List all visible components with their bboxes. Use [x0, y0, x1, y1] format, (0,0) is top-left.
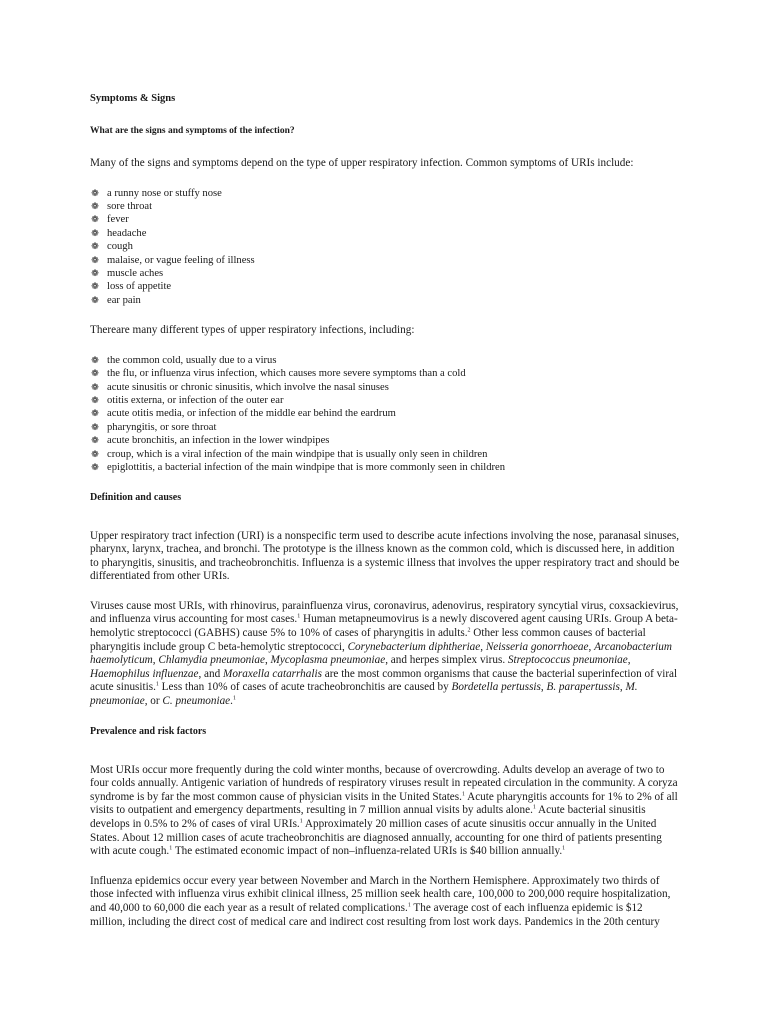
question-heading: What are the signs and symptoms of the infection? — [90, 126, 295, 136]
symptoms-intro: Many of the signs and symptoms depend on the type of upper respiratory infection. Common symptoms of URIs include: — [90, 157, 634, 169]
infection-type-item-text: otitis externa, or infection of the outer ear — [107, 395, 284, 407]
flower-bullet-icon: ❁ — [91, 462, 99, 473]
symptom-item — [90, 267, 680, 280]
flower-bullet-icon: ❁ — [91, 281, 99, 292]
flower-bullet-icon: ❁ — [91, 294, 99, 305]
symptom-item — [90, 200, 680, 213]
infection-type-item — [90, 407, 680, 420]
symptom-item — [90, 294, 680, 307]
infection-type-item-text: acute otitis media, or infection of the middle ear behind the eardrum — [107, 408, 396, 420]
infection-type-item — [90, 354, 680, 367]
infection-type-item-text: acute sinusitis or chronic sinusitis, which involve the nasal sinuses — [107, 381, 389, 393]
definition-paragraph-2: Viruses cause most URIs, with rhinovirus, parainfluenza virus, coronavirus, adenovirus, respiratory syncytial virus, coxsackievirus, and influenza virus accounting for most cases.$^1$ Human metapneumovirus is a newly discovered agent causing URIs. Group A beta-hemolytic streptococci (GABHS) cause 5% to 10% of cases of pharyngitis in adults.$^2$ Other less common causes of bacterial pharyngitis include group C beta-hemolytic streptococci, Corynebacterium diphtheriae, Neisseria gonorrhoeae, Arcanobacterium haemolyticum, Chlamydia pneumoniae, Mycoplasma pneumoniae, and herpes simplex virus. Streptococcus pneumoniae, Haemophilus influenzae, and Moraxella catarrhalis are the most common organisms that cause the bacterial superinfection of viral acute sinusitis.$^1$ Less than 10% of cases of acute tracheobronchitis are caused by Bordetella pertussis, B. parapertussis, M. pneumoniae, or C. pneumoniae.$^1$ — [90, 599, 679, 708]
reference-mark: 1 — [407, 902, 411, 909]
reference-mark: 1 — [297, 613, 301, 620]
flower-bullet-icon: ❁ — [91, 227, 99, 238]
definition-paragraph-1: Upper respiratory tract infection (URI) is a nonspecific term used to describe acute infections involving the nose, paranasal sinuses, pharynx, larynx, trachea, and bronchi. The prototype is the illness known as the common cold, which is discussed here, in addition to pharyngitis, sinusitis, and tracheobronchitis. Influenza is a systemic illness that involves the upper respiratory tract and should be differentiated from other URIs. — [90, 529, 680, 583]
flower-bullet-icon: ❁ — [91, 395, 99, 406]
infection-type-item — [90, 367, 680, 380]
flower-bullet-icon: ❁ — [91, 214, 99, 225]
symptom-item-text: loss of appetite — [107, 281, 172, 293]
symptom-item-text: fever — [107, 214, 129, 226]
symptom-item — [90, 187, 680, 200]
infection-type-item-text: the flu, or influenza virus infection, which causes more severe symptoms than a cold — [107, 368, 466, 380]
flower-bullet-icon: ❁ — [91, 201, 99, 211]
symptom-item-text: headache — [107, 227, 147, 239]
symptom-item — [90, 213, 680, 226]
prevalence-paragraph-1: Most URIs occur more frequently during the cold winter months, because of overcrowding. Adults develop an average of two to four colds annually. Antigenic variation of hundreds of respiratory viruses result in repeated circulation in the community. A coryza syndrome is by far the most common cause of physician visits in the United States.$^1$ Acute pharyngitis accounts for 1% to 2% of all visits to outpatient and emergency departments, resulting in 7 million annual visits by adults alone.$^1$ Acute bacterial sinusitis develops in 0.5% to 2% of cases of viral URIs.$^1$ Approximately 20 million cases of acute sinusitis occur annually in the United States. About 12 million cases of acute tracheobronchitis are diagnosed annually, accounting for one third of patients presenting with acute cough.$^1$ The estimated economic impact of non–influenza-related URIs is $40 billion annually.$^1$ — [90, 763, 678, 858]
reference-mark: 1 — [169, 845, 173, 852]
flower-bullet-icon: ❁ — [91, 254, 99, 265]
flower-bullet-icon: ❁ — [91, 381, 99, 392]
reference-mark: 1 — [299, 818, 303, 825]
definition-heading: Definition and causes — [90, 491, 182, 503]
flower-bullet-icon: ❁ — [91, 448, 99, 459]
symptom-item — [90, 227, 680, 240]
symptom-item — [90, 240, 680, 253]
symptom-item-text: muscle aches — [107, 268, 164, 280]
flower-bullet-icon: ❁ — [91, 187, 99, 198]
infection-type-item — [90, 448, 680, 461]
infection-type-item-text: pharyngitis, or sore throat — [107, 421, 217, 433]
prevalence-heading: Prevalence and risk factors — [90, 725, 207, 737]
flower-bullet-icon: ❁ — [91, 435, 99, 446]
document-page — [90, 92, 680, 943]
types-list — [90, 354, 680, 475]
infection-type-item — [90, 381, 680, 394]
prevalence-paragraph-2: Influenza epidemics occur every year between November and March in the Northern Hemisphere. Approximately two thirds of those infected with influenza virus exhibit clinical illness, 25 million seek health care, 100,000 to 200,000 require hospitalization, and 40,000 to 60,000 die each year as a result of related complications.$^1$ The average cost of each influenza epidemic is $12 million, including the direct cost of medical care and indirect cost resulting from lost work days. Pandemics in the 20th century — [90, 874, 671, 928]
flower-bullet-icon: ❁ — [91, 368, 99, 379]
infection-type-item — [90, 394, 680, 407]
infection-type-item — [90, 434, 680, 447]
types-intro: Thereare many different types of upper respiratory infections, including: — [90, 324, 415, 337]
flower-bullet-icon: ❁ — [91, 354, 99, 365]
symptom-item — [90, 280, 680, 293]
page-title: Symptoms & Signs — [90, 93, 176, 104]
reference-mark: 1 — [532, 804, 536, 811]
symptom-item-text: malaise, or vague feeling of illness — [107, 254, 255, 266]
symptom-item-text: cough — [107, 241, 133, 253]
infection-type-item-text: croup, which is a viral infection of the main windpipe that is usually only seen in children — [107, 448, 488, 460]
infection-type-item-text: the common cold, usually due to a virus — [107, 354, 277, 366]
infection-type-item — [90, 461, 680, 474]
flower-bullet-icon: ❁ — [91, 408, 99, 419]
symptom-item — [90, 254, 680, 267]
symptom-item-text: sore throat — [107, 201, 153, 212]
reference-mark: 1 — [562, 845, 566, 852]
reference-mark: 1 — [232, 695, 236, 702]
flower-bullet-icon: ❁ — [91, 241, 99, 252]
infection-type-item-text: epiglottitis, a bacterial infection of the main windpipe that is more commonly seen in children — [107, 462, 506, 474]
reference-mark: 1 — [155, 681, 159, 688]
reference-mark: 1 — [461, 791, 465, 798]
symptoms-list — [90, 187, 680, 308]
symptom-item-text: a runny nose or stuffy nose — [107, 187, 222, 199]
reference-mark: 2 — [467, 627, 471, 634]
infection-type-item — [90, 421, 680, 434]
symptom-item-text: ear pain — [107, 294, 141, 306]
flower-bullet-icon: ❁ — [91, 268, 99, 279]
infection-type-item-text: acute bronchitis, an infection in the lower windpipes — [107, 435, 330, 447]
flower-bullet-icon: ❁ — [91, 421, 99, 432]
